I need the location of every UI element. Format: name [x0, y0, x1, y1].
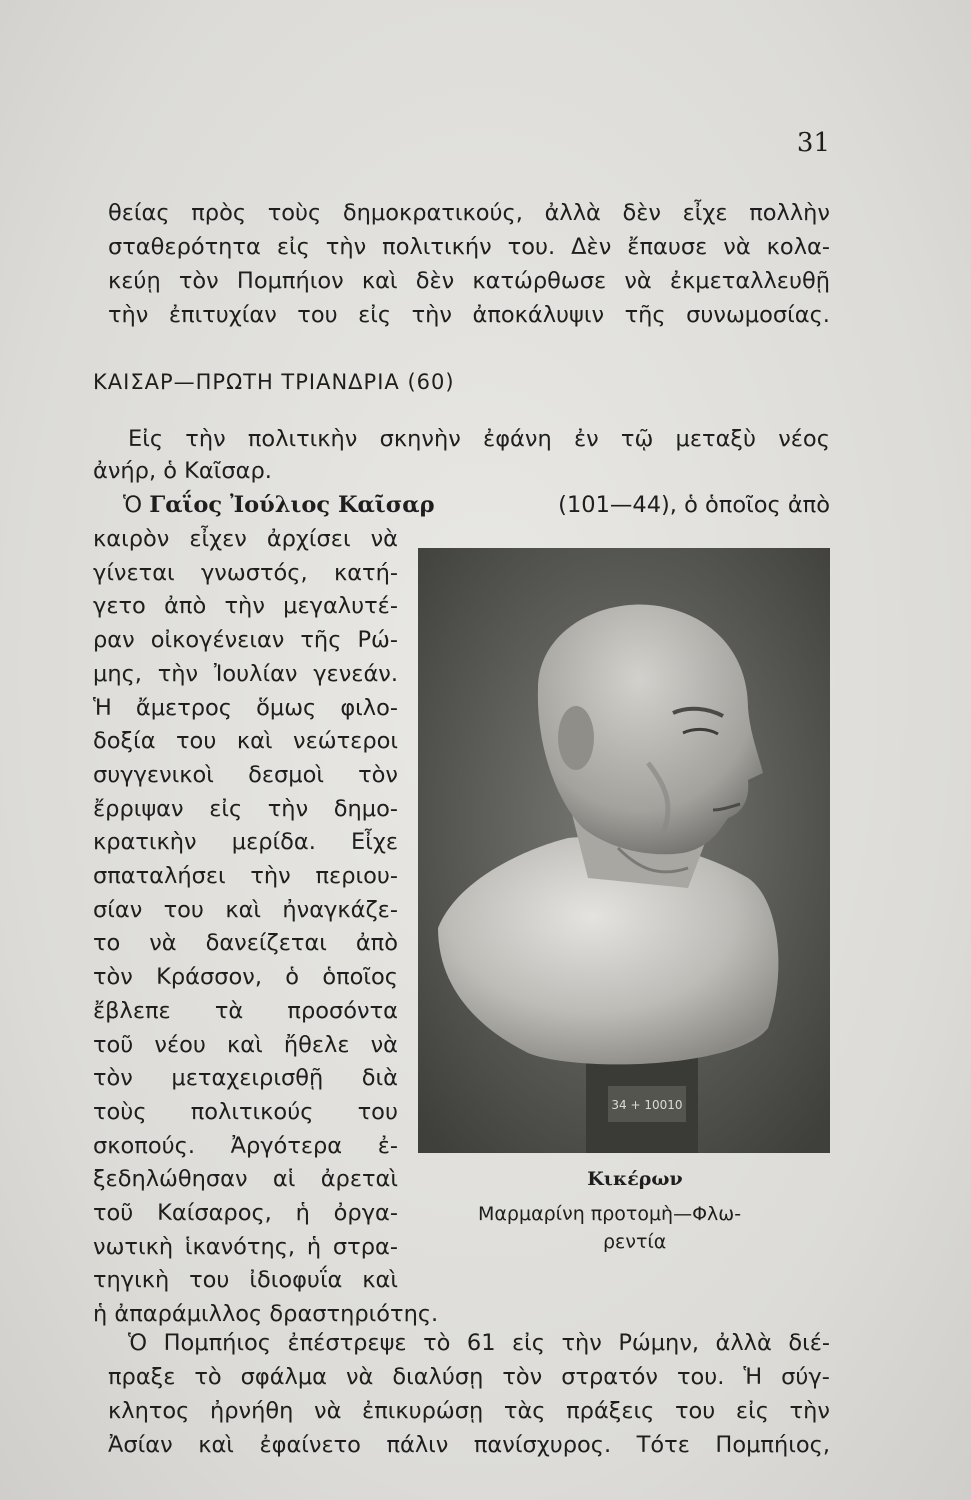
- column-text-line: Ἡ ἄμετρος ὅμως φιλο-: [93, 694, 398, 721]
- column-text-line: σκοπούς. Ἀργότερα ἐ-: [93, 1132, 398, 1159]
- text-suffix: (101—44), ὁ ὁποῖος ἀπὸ: [558, 492, 830, 518]
- page-number: 31: [796, 128, 830, 158]
- text-line-caesar-intro: [123, 490, 830, 520]
- caesar-name: Γαΐος Ἰούλιος Καῖσαρ: [149, 492, 435, 518]
- text-line: πραξε τὸ σφάλμα νὰ διαλύσῃ τὸν στρατόν του. Ἡ σύγ-: [108, 1364, 830, 1390]
- column-text-line: τὸν Κράσσον, ὁ ὁποῖος: [93, 964, 398, 991]
- figure-caption-line: Μαρμαρίνη προτομὴ—Φλω-: [478, 1203, 742, 1225]
- column-text-line: ραν οἰκογένειαν τῆς Ρώ-: [93, 627, 398, 654]
- bust-image: [418, 548, 830, 1153]
- column-text-line: σίαν του καὶ ἠναγκάζε-: [93, 896, 398, 923]
- text-line: κλητος ἠρνήθη νὰ ἐπικυρώσῃ τὰς πράξεις του εἰς τὴν: [108, 1398, 830, 1424]
- column-text-line: τὸν μεταχειρισθῇ διὰ: [93, 1065, 398, 1092]
- column-text-line: ξεδηλώθησαν αἱ ἀρεταὶ: [93, 1166, 398, 1193]
- column-text-line: ἔρριψαν εἰς τὴν δημο-: [93, 795, 398, 822]
- text-prefix: Ὁ: [123, 492, 143, 518]
- column-text-line: καιρὸν εἶχεν ἀρχίσει νὰ: [93, 526, 398, 552]
- column-text-line: γίνεται γνωστός, κατή-: [93, 559, 398, 586]
- section-heading: ΚΑΙΣΑΡ—ΠΡΩΤΗ ΤΡΙΑΝΔΡΙΑ (60): [93, 370, 455, 394]
- column-text-line: τοῦ νέου καὶ ἤθελε νὰ: [93, 1031, 398, 1058]
- column-text-line: το νὰ δανείζεται ἀπὸ: [93, 930, 398, 957]
- column-text-line: νωτικὴ ἱκανότης, ἡ στρα-: [93, 1233, 398, 1260]
- column-text-line: ἔβλεπε τὰ προσόντα: [93, 997, 398, 1024]
- text-line: κεύῃ τὸν Πομπήιον καὶ δὲν κατώρθωσε νὰ ἐκμεταλλευθῇ: [108, 268, 830, 294]
- column-text-line: μης, τὴν Ἰουλίαν γενεάν.: [93, 660, 398, 687]
- column-text-line: κρατικὴν μερίδα. Εἶχε: [93, 829, 398, 856]
- figure-caption-title: Κικέρων: [587, 1168, 683, 1190]
- figure-caption-line: ρεντία: [603, 1231, 667, 1253]
- column-text-line: τοῦ Καίσαρος, ἡ ὀργα-: [93, 1200, 398, 1226]
- text-line: σταθερότητα εἰς τὴν πολιτικήν του. Δὲν ἔπαυσε νὰ κολα-: [108, 234, 830, 260]
- column-text-line: τοὺς πολιτικούς του: [93, 1098, 398, 1125]
- text-line: τὴν ἐπιτυχίαν του εἰς τὴν ἀποκάλυψιν τῆς συνωμοσίας.: [108, 302, 830, 328]
- column-text-line: δοξία του καὶ νεώτεροι: [93, 728, 398, 755]
- text-line: ἀνήρ, ὁ Καῖσαρ.: [93, 458, 272, 484]
- text-line: θείας πρὸς τοὺς δημοκρατικούς, ἀλλὰ δὲν εἶχε πολλὴν: [108, 200, 830, 226]
- column-text-line: σπαταλήσει τὴν περιου-: [93, 863, 398, 889]
- column-text-line: τηγικὴ του ἰδιοφυΐα καὶ: [93, 1267, 398, 1294]
- column-text-line: γετο ἀπὸ τὴν μεγαλυτέ-: [93, 593, 398, 620]
- plaque-label: 34 + 10010: [611, 1098, 683, 1112]
- bust-photograph: [418, 548, 830, 1153]
- text-line: Ἀσίαν καὶ ἐφαίνετο πάλιν πανίσχυρος. Τότε Πομπήιος,: [108, 1432, 830, 1458]
- column-text-line: συγγενικοὶ δεσμοὶ τὸν: [93, 761, 398, 788]
- text-line: Εἰς τὴν πολιτικὴν σκηνὴν ἐφάνη ἐν τῷ μεταξὺ νέος: [128, 426, 830, 452]
- text-line: Ὁ Πομπήιος ἐπέστρεψε τὸ 61 εἰς τὴν Ρώμην, ἀλλὰ διέ-: [128, 1330, 830, 1356]
- column-text-line: ἡ ἀπαράμιλλος δραστηριότης.: [93, 1301, 439, 1328]
